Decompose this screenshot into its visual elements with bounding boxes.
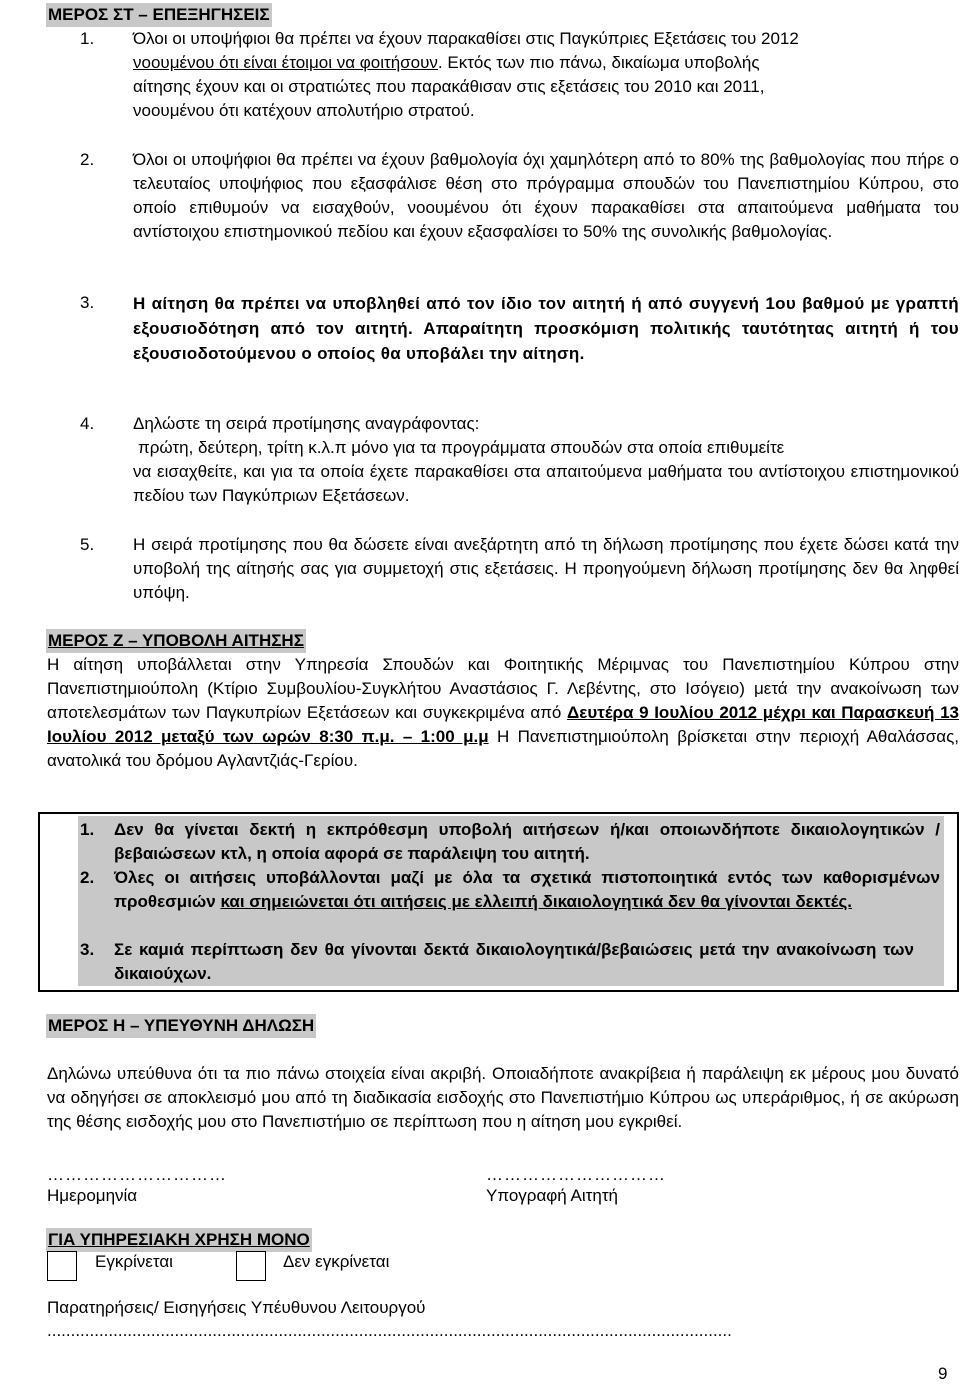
item-5-number: 5. bbox=[80, 535, 95, 554]
item-1-underlined: νοουμένου ότι είναι έτοιμοι να φοιτήσουν bbox=[133, 53, 438, 72]
date-field-dots[interactable]: ………………………… bbox=[47, 1165, 227, 1184]
date-label: Ημερομηνία bbox=[47, 1186, 138, 1205]
item-3-number: 3. bbox=[80, 293, 95, 312]
signature-field-dots[interactable]: ………………………… bbox=[486, 1165, 666, 1184]
remarks-dots[interactable]: ................................................................................................................................................. bbox=[47, 1321, 732, 1340]
item-4-title: Δηλώστε τη σειρά προτίμησης αναγράφοντας: bbox=[133, 414, 480, 433]
item-1-line-2-rest: . Εκτός των πιο πάνω, δικαίωμα υποβολής bbox=[437, 53, 760, 72]
part-z-intro: Η αίτηση υποβάλλεται στην Υπηρεσία Σπουδών και Φοιτητικής Μέριμνας του Πανεπιστημίου Κύπρου στην Πανεπιστημιούπολη (Κτίριο Συμβουλίου-Συγκλήτου Αναστάσιος Γ. Λεβέντης, στο Ισόγειο) μετά την ανακοίνωση των αποτελεσμάτων των Παγκυπρίων Εξετάσεων και συγκεκριμένα από bbox=[47, 655, 959, 722]
page-number: 9 bbox=[938, 1364, 948, 1383]
item-1-line-2 bbox=[133, 51, 959, 75]
part-z-location: Η Πανεπιστημιούπολη βρίσκεται στην περιοχή Αθαλάσσας, ανατολικά του δρόμου Αγλαντζιάς-Γερίου. bbox=[47, 727, 960, 770]
office-use-heading: ΓΙΑ ΥΠΗΡΕΣΙΑΚΗ ΧΡΗΣΗ ΜΟΝΟ bbox=[46, 1228, 312, 1252]
notice-1-text: Δεν θα γίνεται δεκτή η εκπρόθεσμη υποβολή αιτήσεων ή/και οποιωνδήποτε δικαιολογητικών / βεβαιώσεων κτλ, η οποία αφορά σε παράλειψη του αιτητή. bbox=[114, 820, 940, 863]
part-z-dates: Δευτέρα 9 Ιουλίου 2012 μέχρι και Παρασκευή 13 Ιουλίου 2012 μεταξύ των ωρών 8:30 π.μ. – 1:00 μ.μ bbox=[47, 703, 959, 746]
item-2-text: Όλοι οι υποψήφιοι θα πρέπει να έχουν βαθμολογία όχι χαμηλότερη από το 80% της βαθμολογίας που πήρε ο τελευταίος υποψήφιος που εξασφάλισε θέση στο πρόγραμμα σπουδών του Πανεπιστημίου Κύπρου, στο οποίο επιθυμούν να εισαχθούν, νοουμένου ότι έχουν παρακαθίσει στα απαιτούμενα μαθήματα του αντίστοιχου επιστημονικού πεδίου και έχουν εξασφαλίσει το 50% της συνολικής βαθμολογίας. bbox=[133, 150, 959, 241]
part-h-heading: ΜΕΡΟΣ Η – ΥΠΕΥΘΥΝΗ ΔΗΛΩΣΗ bbox=[46, 1014, 316, 1038]
part-z-text bbox=[47, 653, 959, 773]
notice-2-number: 2. bbox=[80, 868, 95, 887]
item-4-rest: να εισαχθείτε, και για τα οποία έχετε παρακαθίσει στα απαιτούμενα μαθήματα του αντίστοιχου επιστημονικού πεδίου των Παγκύπριων Εξετάσεων. bbox=[133, 462, 959, 505]
notice-3-number: 3. bbox=[80, 940, 95, 959]
item-4-line-1: πρώτη, δεύτερη, τρίτη κ.λ.π μόνο για τα προγράμματα σπουδών στα οποία επιθυμείτε bbox=[138, 438, 785, 457]
item-1-number: 1. bbox=[80, 29, 95, 48]
approved-label: Εγκρίνεται bbox=[95, 1252, 173, 1271]
remarks-label: Παρατηρήσεις/ Εισηγήσεις Υπέυθυνου Λειτουργού bbox=[47, 1298, 426, 1317]
notice-3-text: Σε καμιά περίπτωση δεν θα γίνονται δεκτά δικαιολογητικά/βεβαιώσεις μετά την ανακοίνωση των δικαιούχων. bbox=[114, 940, 914, 983]
not-approved-checkbox[interactable] bbox=[236, 1251, 266, 1281]
item-4-number: 4. bbox=[80, 414, 95, 433]
notice-2-underlined: και σημειώνεται ότι αιτήσεις με ελλειπή δικαιολογητικά δεν θα γίνονται δεκτές. bbox=[220, 892, 853, 911]
notice-2-text bbox=[114, 866, 940, 914]
part-z-heading: ΜΕΡΟΣ Ζ – ΥΠΟΒΟΛΗ ΑΙΤΗΣΗΣ bbox=[46, 629, 306, 653]
signature-label: Υπογραφή Αιτητή bbox=[486, 1186, 618, 1205]
approved-checkbox[interactable] bbox=[47, 1251, 77, 1281]
item-1-text bbox=[133, 27, 959, 123]
item-5-text: Η σειρά προτίμησης που θα δώσετε είναι ανεξάρτητη από τη δήλωση προτίμησης που έχετε δώσει κατά την υποβολή της αίτησής σας για συμμετοχή στις εξετάσεις. Η προηγούμενη δήλωση προτίμησης δεν θα ληφθεί υπόψη. bbox=[133, 535, 959, 602]
item-1-line-3: αίτησης έχουν και οι στρατιώτες που παρακάθισαν στις εξετάσεις του 2010 και 2011, bbox=[133, 77, 765, 96]
part-st-heading: ΜΕΡΟΣ ΣΤ – ΕΠΕΞΗΓΗΣΕΙΣ bbox=[46, 3, 272, 27]
notice-1-number: 1. bbox=[80, 820, 95, 839]
not-approved-label: Δεν εγκρίνεται bbox=[283, 1252, 390, 1271]
item-2-number: 2. bbox=[80, 150, 95, 169]
item-1-line-1: Όλοι οι υποψήφιοι θα πρέπει να έχουν παρακαθίσει στις Παγκύπριες Εξετάσεις του 2012 bbox=[133, 29, 799, 48]
item-1-line-4: νοουμένου ότι κατέχουν απολυτήριο στρατού. bbox=[133, 101, 475, 120]
notice-2-plain: Όλες οι αιτήσεις υποβάλλονται μαζί με όλα τα σχετικά πιστοποιητικά εντός των καθορισμένων προθεσμιών bbox=[114, 868, 940, 911]
item-3-text: Η αίτηση θα πρέπει να υποβληθεί από τον ίδιο τον αιτητή ή από συγγενή 1ου βαθμού με γραπτή εξουσιοδότηση από τον αιτητή. Απαραίτητη προσκόμιση πολιτικής ταυτότητας αιτητή ή του εξουσιοδοτούμενου ο οποίος θα υποβάλει την αίτηση. bbox=[133, 294, 959, 363]
part-h-declaration: Δηλώνω υπεύθυνα ότι τα πιο πάνω στοιχεία είναι ακριβή. Οποιαδήποτε ανακρίβεια ή παράλειψη εκ μέρους μου δυνατό να οδηγήσει σε αποκλεισμό μου από τη διαδικασία εισδοχής στο Πανεπιστήμιο Κύπρου ως υπεράριθμος, ή σε ακύρωση της θέσης εισδοχής μου στο Πανεπιστήμιο σε περίπτωση που η αίτηση μου εγκριθεί. bbox=[47, 1064, 959, 1131]
